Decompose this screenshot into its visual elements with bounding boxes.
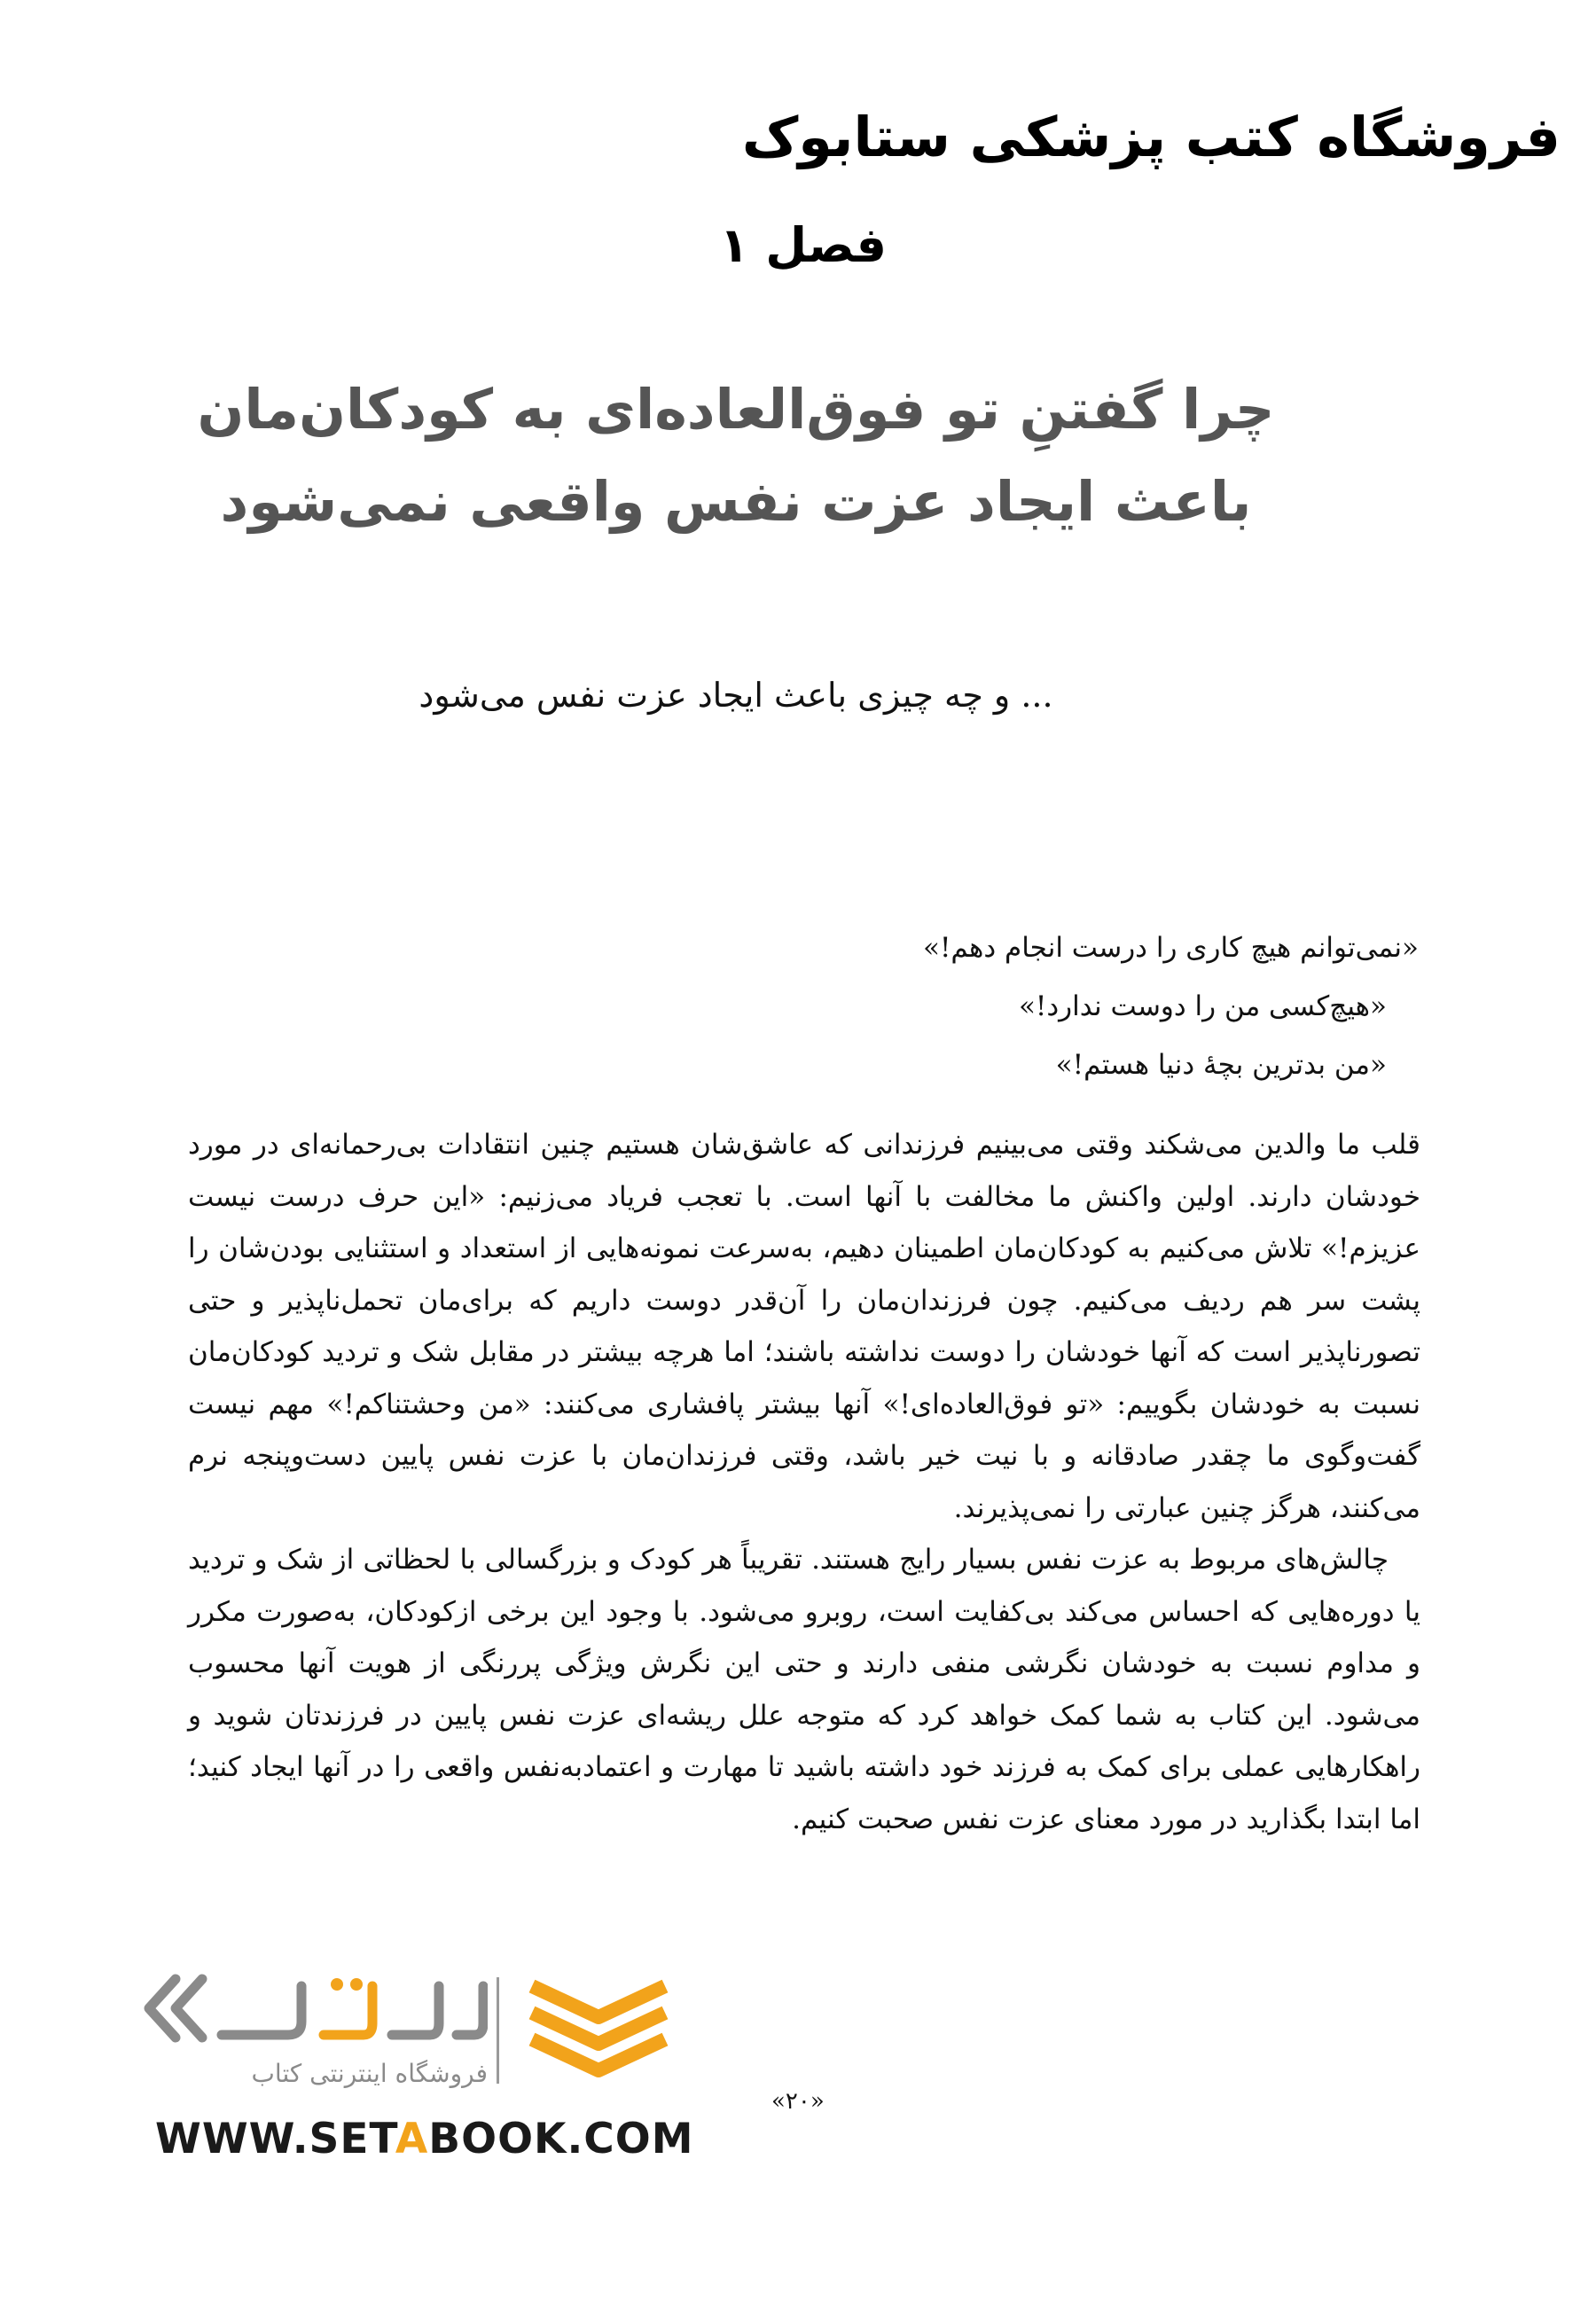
quote-line: «نمی‌توانم هیچ کاری را درست انجام دهم!»: [922, 932, 1419, 964]
logo-divider: [497, 1977, 499, 2084]
quote-block: [923, 919, 1419, 1094]
logo-tagline: فروشگاه اینترنتی کتاب: [251, 2059, 488, 2088]
logo-url-accent: A: [395, 2115, 429, 2163]
setabook-logo: [133, 1960, 700, 2172]
paragraph: چالش‌های مربوط به عزت نفس بسیار رایج هستند. تقریباً هر کودک و بزرگسالی با لحظاتی از شک و تردید یا دوره‌هایی که احساس می‌کند بی‌کفایت است، روبرو می‌شود. با وجود این برخی ازکودکان، به‌صورت مکرر و مداوم نسبت به خودشان نگرشی منفی دارند و حتی این نگرش ویژگی پررنگی از هویت آنها محسوب می‌شود. این کتاب به شما کمک خواهد کرد که متوجه علل ریشه‌ای عزت نفس پایین در فرزندتان شوید و راهکارهایی عملی برای کمک به فرزند خود داشته باشید تا مهارت و اعتمادبه‌نفس واقعی را در آنها ایجاد کنید؛ اما ابتدا بگذارید در مورد معنای عزت نفس صحبت کنیم.: [188, 1544, 1421, 1835]
chapter-subtitle: ... و چه چیزی باعث ایجاد عزت نفس می‌شود: [419, 676, 1053, 715]
body-text: [188, 1119, 1420, 1845]
chapter-label: فصل ۱: [719, 217, 887, 273]
chapter-title-line-2: باعث ایجاد عزت نفس واقعی نمی‌شود: [220, 469, 1252, 534]
logo-url-part: BOOK.COM: [428, 2115, 694, 2163]
logo-url: [155, 2115, 694, 2163]
logo-url-part: WWW.SET: [155, 2115, 395, 2163]
quote-line: «من بدترین بچۀ دنیا هستم!»: [1055, 1049, 1387, 1081]
quote-line: «هیچ‌کسی من را دوست ندارد!»: [1018, 990, 1387, 1022]
book-icon: [523, 1960, 674, 2093]
chapter-title: [0, 364, 1596, 548]
page-number: «۲۰»: [771, 2088, 825, 2115]
paragraph: قلب ما والدین می‌شکند وقتی می‌بینیم فرزندانی که عاشق‌شان هستیم چنین انتقادات بی‌رحمانه‌ای در مورد خودشان دارند. اولین واکنش ما مخالفت با آنها است. با تعجب فریاد می‌زنیم: «این حرف درست نیست عزیزم!» تلاش می‌کنیم به کودکان‌مان اطمینان دهیم، به‌سرعت نمونه‌هایی از استعداد و استثنایی بودن‌شان را پشت سر هم ردیف می‌کنیم. چون فرزندان‌مان را آن‌قدر دوست داریم که برای‌مان تحمل‌ناپذیر و حتی تصورناپذیر است که آنها خودشان را دوست نداشته باشند؛ اما هرچه بیشتر در مقابل شک و تردید کودکان‌مان نسبت به خودشان بگوییم: «تو فوق‌العاده‌ای!» آنها بیشتر پافشاری می‌کنند: «من وحشتناکم!» مهم نیست گفت‌وگوی ما چقدر صادقانه و با نیت خیر باشد، وقتی فرزندان‌مان با عزت نفس پایین دست‌وپنجه نرم می‌کنند، هرگز چنین عبارتی را نمی‌پذیرند.: [188, 1129, 1420, 1524]
chapter-title-line-1: چرا گفتنِ تو فوق‌العاده‌ای به کودکان‌مان: [197, 377, 1275, 442]
store-title: فروشگاه کتب پزشکی ستابوک: [741, 105, 1561, 169]
logo-wordmark: [133, 1960, 488, 2057]
